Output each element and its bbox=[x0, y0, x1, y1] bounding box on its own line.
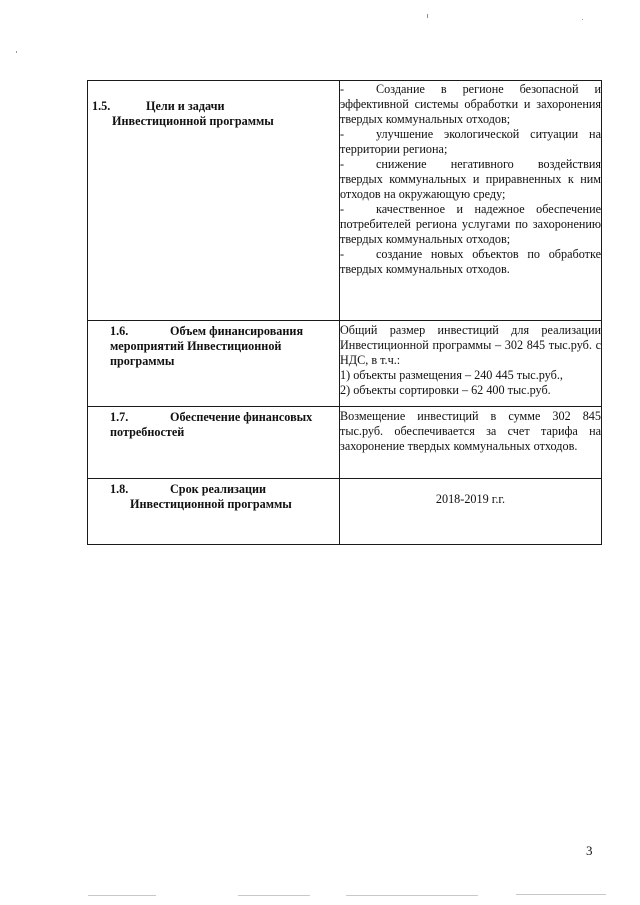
scan-artifact-line bbox=[238, 895, 310, 896]
scan-speck bbox=[427, 14, 428, 18]
bullet-dash: - bbox=[340, 202, 345, 216]
scan-speck bbox=[582, 19, 583, 20]
scan-artifact-line bbox=[346, 895, 478, 896]
item-title-line: потребностей bbox=[110, 425, 185, 439]
scan-speck bbox=[16, 51, 17, 53]
row-content-cell bbox=[340, 81, 602, 321]
row-label-cell bbox=[88, 407, 340, 479]
page-number: 3 bbox=[586, 843, 593, 858]
scan-artifact-line bbox=[88, 895, 156, 896]
table-row-1-8 bbox=[88, 479, 602, 545]
funding-total-text: Общий размер инвестиций для реализации Инвестиционной программы – 302 845 тыс.руб. с НДС, в т.ч.: bbox=[340, 323, 601, 367]
item-title-line: Объем финансирования bbox=[170, 324, 304, 338]
row-content-cell bbox=[340, 321, 602, 407]
list-item bbox=[340, 127, 601, 157]
list-item-text: качественное и надежное обеспечение потребителей региона услугами по захоронению твердых коммунальных отходов; bbox=[340, 202, 601, 246]
item-title-line: Срок реализации bbox=[170, 482, 267, 496]
program-passport-table bbox=[87, 80, 602, 545]
list-item-text: создание новых объектов по обработке твердых коммунальных отходов. bbox=[340, 247, 601, 276]
row-label-cell bbox=[88, 81, 340, 321]
item-title-line: Инвестиционной программы bbox=[112, 114, 274, 128]
row-label-cell bbox=[88, 479, 340, 545]
row-label-cell bbox=[88, 321, 340, 407]
funding-item-placement: 1) объекты размещения – 240 445 тыс.руб., bbox=[340, 368, 563, 382]
list-item bbox=[340, 247, 601, 277]
row-content-cell bbox=[340, 479, 602, 545]
list-item bbox=[340, 82, 601, 127]
list-item-text: Создание в регионе безопасной и эффективной системы обработки и захоронения твердых коммунальных отходов; bbox=[340, 82, 601, 126]
list-item-text: снижение негативного воздействия твердых коммунальных и приравненных к ним отходов на окружающую среду; bbox=[340, 157, 601, 201]
list-item bbox=[340, 157, 601, 202]
bullet-dash: - bbox=[340, 127, 345, 141]
item-title-line: Цели и задачи bbox=[146, 99, 225, 113]
table-row-1-6 bbox=[88, 321, 602, 407]
funding-source-text: Возмещение инвестиций в сумме 302 845 тыс.руб. обеспечивается за счет тарифа на захоронение твердых коммунальных отходов. bbox=[340, 409, 601, 453]
table-row-1-7 bbox=[88, 407, 602, 479]
row-content-cell bbox=[340, 407, 602, 479]
item-title-line: мероприятий Инвестиционной программы bbox=[110, 339, 282, 368]
bullet-dash: - bbox=[340, 247, 345, 261]
bullet-dash: - bbox=[340, 157, 345, 171]
funding-item-sorting: 2) объекты сортировки – 62 400 тыс.руб. bbox=[340, 383, 551, 397]
item-title-line: Инвестиционной программы bbox=[130, 497, 292, 511]
list-item-text: улучшение экологической ситуации на территории региона; bbox=[340, 127, 601, 156]
list-item bbox=[340, 202, 601, 247]
implementation-period: 2018-2019 г.г. bbox=[435, 492, 506, 506]
bullet-dash: - bbox=[340, 82, 345, 96]
item-number: 1.5. bbox=[92, 99, 111, 113]
item-number: 1.8. bbox=[110, 482, 129, 496]
table-row-1-5 bbox=[88, 81, 602, 321]
item-title-line: Обеспечение финансовых bbox=[170, 410, 313, 424]
scan-artifact-line bbox=[516, 894, 606, 895]
item-number: 1.7. bbox=[110, 410, 129, 424]
item-number: 1.6. bbox=[110, 324, 129, 338]
